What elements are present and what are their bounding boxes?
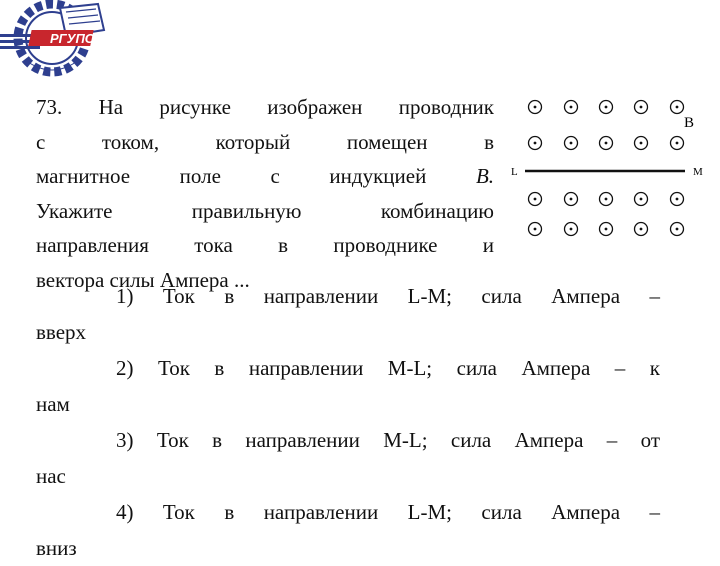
rgups-logo — [0, 0, 130, 85]
field-dot-icon — [635, 193, 648, 206]
question-line: 73. На рисунке изображен проводник — [36, 95, 494, 119]
answer-option-4 — [36, 494, 660, 566]
label-m: M — [693, 166, 703, 178]
answer-text: 1) Ток в направлении L-M; сила Ампера – — [116, 284, 660, 308]
field-dot-icon — [600, 137, 613, 150]
field-dot-icon — [671, 137, 684, 150]
question-line: с током, который помещен в — [36, 129, 494, 154]
answer-text: 2) Ток в направлении M-L; сила Ампера – к — [116, 356, 660, 380]
answer-text: 3) Ток в направлении M-L; сила Ампера – от — [116, 428, 660, 452]
question-line: вектора силы Ампера ... — [36, 267, 250, 292]
answer-text: 4) Ток в направлении L-M; сила Ампера – — [116, 500, 660, 524]
field-dot-icon — [635, 137, 648, 150]
field-dot-icon — [671, 193, 684, 206]
logo-text: РГУПС — [50, 31, 95, 46]
question-line: магнитное поле с индукцией B. — [36, 164, 495, 188]
field-dot-icon — [635, 223, 648, 236]
field-dot-icon — [671, 101, 684, 114]
field-dot-icon — [600, 193, 613, 206]
field-dot-icon — [565, 101, 578, 114]
field-dot-icon — [565, 193, 578, 206]
magnetic-field-figure — [505, 95, 715, 245]
field-dot-icon — [671, 223, 684, 236]
field-dot-icon — [600, 101, 613, 114]
answer-text-continued: вверх — [36, 320, 87, 344]
answer-option-3 — [36, 422, 660, 494]
field-dot-icon — [600, 223, 613, 236]
answer-option-2 — [36, 350, 660, 422]
field-dots — [529, 101, 684, 236]
answer-text-continued: вниз — [36, 536, 77, 560]
label-l: L — [511, 166, 518, 178]
field-dot-icon — [565, 223, 578, 236]
answer-text-continued: нас — [36, 464, 66, 488]
answer-options — [36, 278, 660, 566]
field-dot-icon — [529, 193, 542, 206]
field-dot-icon — [529, 223, 542, 236]
question-line: Укажите правильную комбинацию — [36, 198, 494, 223]
question-text — [36, 90, 494, 297]
question-line: направления тока в проводнике и — [36, 233, 494, 257]
field-dot-icon — [565, 137, 578, 150]
answer-option-1 — [36, 278, 660, 350]
induction-symbol: B. — [475, 164, 495, 188]
answer-text-continued: нам — [36, 392, 70, 416]
field-dot-icon — [635, 101, 648, 114]
field-dot-icon — [529, 101, 542, 114]
label-b: В — [684, 115, 695, 131]
field-dot-icon — [529, 137, 542, 150]
